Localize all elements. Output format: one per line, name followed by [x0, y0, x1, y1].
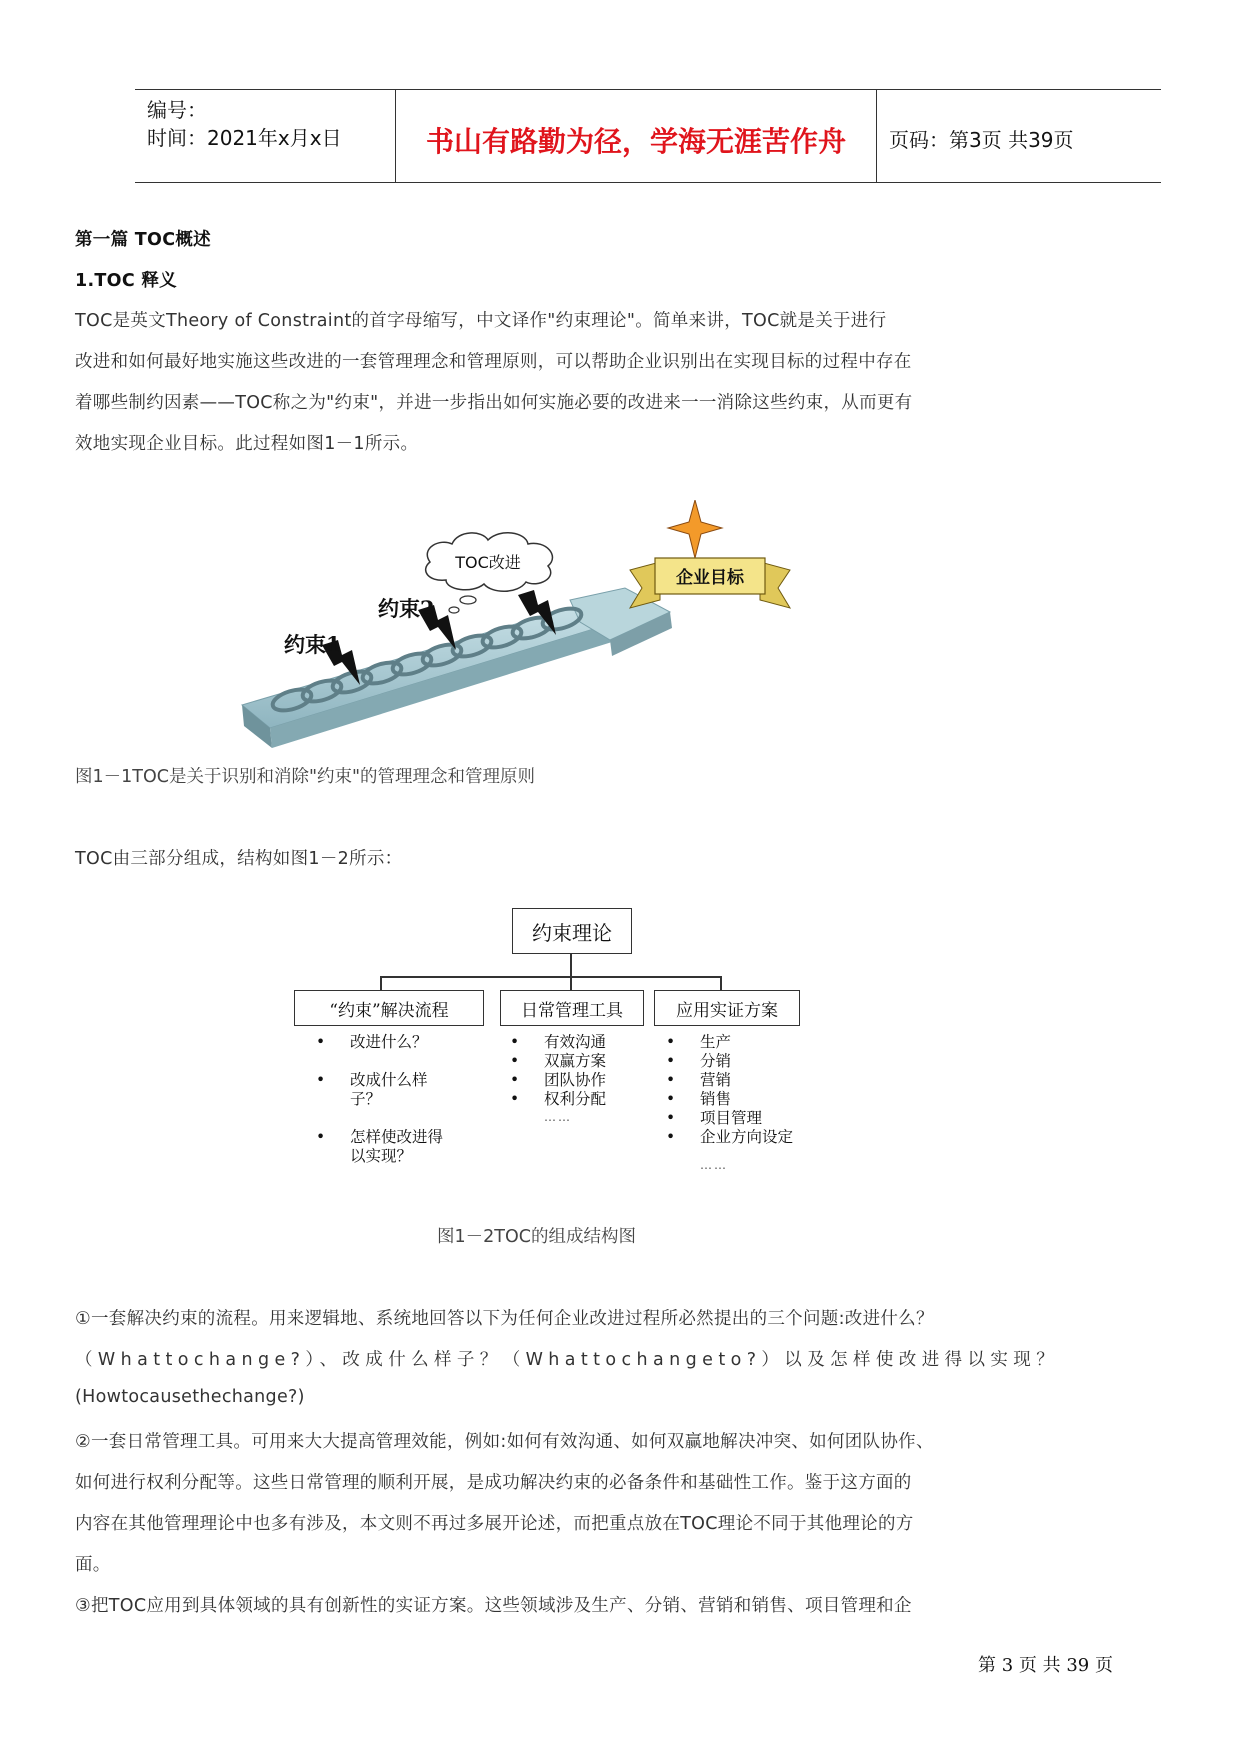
- constraint-1-label: 约束1: [284, 632, 341, 657]
- list-item: • 企业方向设定: [666, 1128, 794, 1146]
- figure-2-caption: 图1－2TOC的组成结构图: [437, 1227, 636, 1247]
- goal-label: 企业目标: [676, 568, 744, 588]
- root-box: 约束理论: [512, 908, 632, 954]
- connector-line: [380, 976, 382, 990]
- intro-line: 着哪些制约因素——TOC称之为"约束"，并进一步指出如何实施必要的改进来一一消除这些约束，从而更有: [75, 393, 913, 413]
- connector-line: [570, 953, 572, 976]
- list-item: • 怎样使改进得以实现？: [316, 1128, 444, 1165]
- goal-banner: [630, 500, 790, 608]
- motto: 书山有路勤为径，学海无涯苦作舟: [425, 125, 846, 158]
- para1-line: (Howtocausethechange?): [75, 1387, 305, 1407]
- tools-ellipsis: ……: [544, 1110, 572, 1124]
- figure-1-illustration: [230, 500, 870, 760]
- intro-line: TOC是英文Theory of Constraint的首字母缩写，中文译作"约束理论"。简单来讲，TOC就是关于进行: [75, 311, 887, 331]
- list-item: • 销售: [666, 1090, 732, 1108]
- constraint-2-label: 约束2: [378, 596, 435, 621]
- cloud-label: TOC改进: [455, 553, 521, 572]
- para3-line: ③把TOC应用到具体领域的具有创新性的实证方案。这些领域涉及生产、分销、营销和销售、项目管理和企: [75, 1596, 912, 1616]
- connector-line: [720, 976, 722, 990]
- tools-list: [510, 1033, 650, 1109]
- section-subtitle: 1.TOC 释义: [75, 271, 177, 291]
- applications-ellipsis: ……: [700, 1158, 728, 1172]
- list-item: • 分销: [666, 1052, 732, 1070]
- list-item: • 生产: [666, 1033, 732, 1051]
- list-item: • 双赢方案: [510, 1052, 607, 1070]
- branch-box-process: “约束”解决流程: [294, 990, 484, 1026]
- connector-line: [570, 976, 572, 990]
- page-footer: 第 3 页 共 39 页: [978, 1655, 1113, 1676]
- figure-1-caption: 图1－1TOC是关于识别和消除"约束"的管理理念和管理原则: [75, 767, 536, 787]
- header-middle-cell: [395, 90, 877, 182]
- header-right-cell: [877, 90, 1161, 182]
- branch-box-tools: 日常管理工具: [500, 990, 644, 1026]
- time-label: 时间：2021年x月x日: [147, 126, 342, 150]
- para1-line: （Whattochange?）、改成什么样子？（Whattochangeto?）以及怎样使改进得以实现？: [75, 1350, 1060, 1370]
- intro-line: 改进和如何最好地实施这些改进的一套管理理念和管理原则，可以帮助企业识别出在实现目标的过程中存在: [75, 352, 912, 372]
- intro-line: 效地实现企业目标。此过程如图1－1所示。: [75, 434, 419, 454]
- para2-line: 面。: [75, 1555, 111, 1575]
- list-item: • 改进什么？: [316, 1033, 428, 1051]
- para2-line: 如何进行权利分配等。这些日常管理的顺利开展，是成功解决约束的必备条件和基础性工作。鉴于这方面的: [75, 1473, 912, 1493]
- number-label: 编号：: [147, 98, 207, 122]
- structure-intro: TOC由三部分组成，结构如图1－2所示：: [75, 849, 403, 869]
- para2-line: ②一套日常管理工具。可用来大大提高管理效能，例如:如何有效沟通、如何双赢地解决冲突、如何团队协作、: [75, 1432, 934, 1452]
- page-code: 页码：第3页 共39页: [889, 128, 1074, 152]
- figure-2-structure-chart: [290, 908, 820, 1178]
- connector-line: [380, 976, 720, 978]
- document-header: [135, 89, 1161, 183]
- section-title: 第一篇 TOC概述: [75, 230, 211, 250]
- header-left-cell: [135, 90, 395, 182]
- list-item: • 改成什么样子？: [316, 1071, 428, 1108]
- list-item: • 权利分配: [510, 1090, 607, 1108]
- branch-box-applications: 应用实证方案: [654, 990, 800, 1026]
- list-item: • 营销: [666, 1071, 732, 1089]
- list-item: • 团队协作: [510, 1071, 607, 1089]
- list-item: • 项目管理: [666, 1109, 763, 1127]
- list-item: • 有效沟通: [510, 1033, 607, 1051]
- para1-line: ①一套解决约束的流程。用来逻辑地、系统地回答以下为任何企业改进过程所必然提出的三个问题:改进什么？: [75, 1309, 934, 1329]
- para2-line: 内容在其他管理理论中也多有涉及，本文则不再过多展开论述，而把重点放在TOC理论不同于其他理论的方: [75, 1514, 914, 1534]
- process-list: [316, 1033, 466, 1166]
- applications-list: [666, 1033, 816, 1147]
